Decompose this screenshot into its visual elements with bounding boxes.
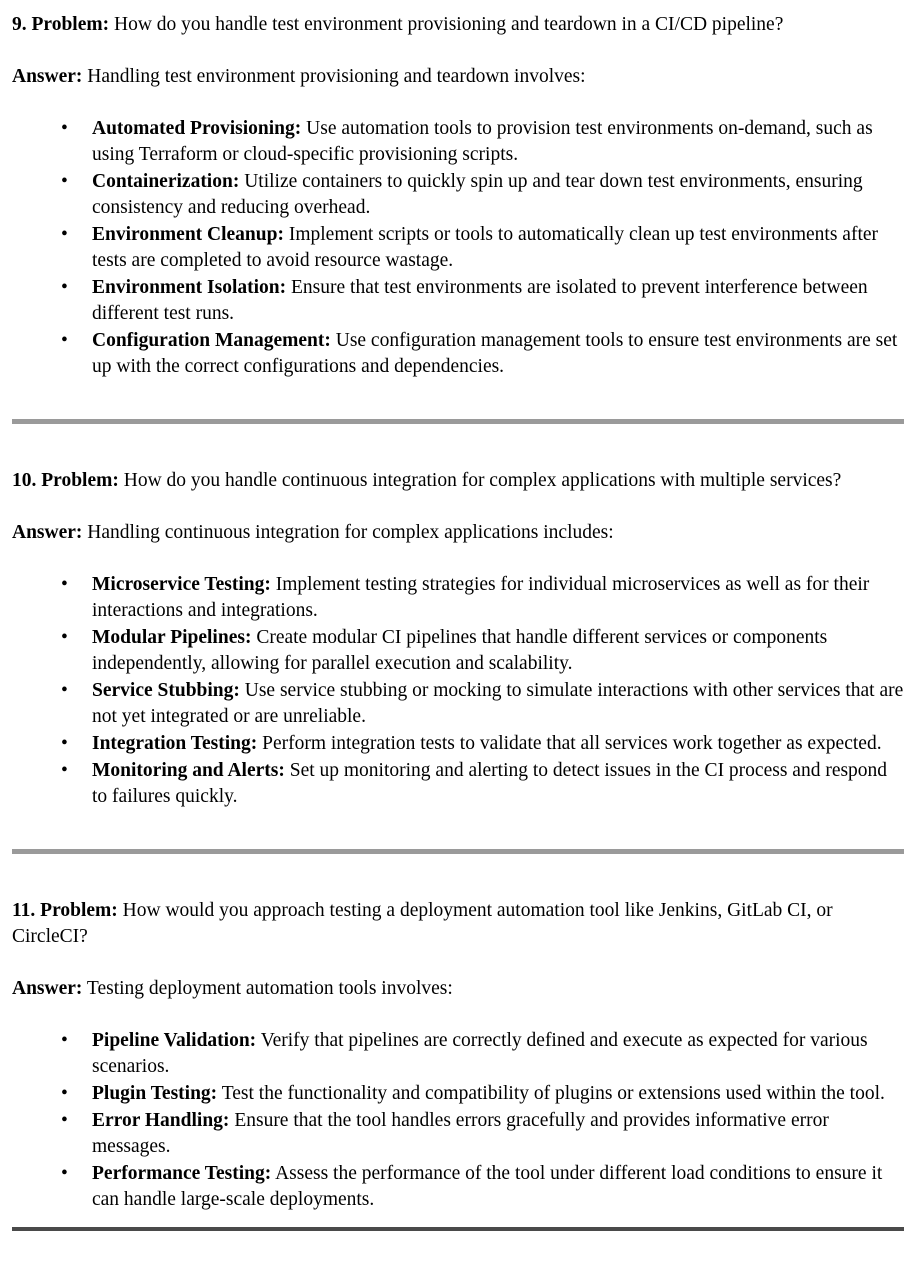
- problem-paragraph: [12, 898, 904, 950]
- qa-section-9: [12, 12, 904, 380]
- problem-label: 9. Problem:: [12, 14, 110, 35]
- answer-paragraph: [12, 520, 904, 546]
- bullet-term: Environment Cleanup:: [92, 224, 284, 245]
- bullet-term: Service Stubbing:: [92, 680, 240, 701]
- bullet-list: [12, 1028, 904, 1213]
- bullet-term: Performance Testing:: [92, 1163, 272, 1184]
- bullet-text: Perform integration tests to validate that all services work together as expected.: [257, 733, 882, 754]
- list-item: [92, 625, 904, 677]
- list-item: [92, 731, 904, 757]
- bullet-text: Create modular CI pipelines that handle different services or components independently, allowing for parallel execution and scalability.: [92, 627, 828, 674]
- answer-label: Answer:: [12, 978, 83, 999]
- bullet-list: [12, 572, 904, 810]
- list-item: [92, 1028, 904, 1080]
- section-divider: [12, 1227, 904, 1231]
- list-item: [92, 1161, 904, 1213]
- bullet-text: Utilize containers to quickly spin up and tear down test environments, ensuring consistency and reducing overhead.: [92, 171, 863, 218]
- section-divider: [12, 849, 904, 854]
- problem-label: 11. Problem:: [12, 900, 118, 921]
- bullet-term: Modular Pipelines:: [92, 627, 252, 648]
- list-item: [92, 116, 904, 168]
- bullet-text: Implement scripts or tools to automatically clean up test environments after tests are completed to avoid resource wastage.: [92, 224, 879, 271]
- bullet-text: Assess the performance of the tool under different load conditions to ensure it can handle large-scale deployments.: [92, 1163, 883, 1210]
- answer-paragraph: [12, 976, 904, 1002]
- list-item: [92, 169, 904, 221]
- list-item: [92, 758, 904, 810]
- list-item: [92, 222, 904, 274]
- bullet-term: Error Handling:: [92, 1110, 230, 1131]
- bullet-term: Configuration Management:: [92, 330, 331, 351]
- answer-text: Handling test environment provisioning and teardown involves:: [82, 66, 586, 87]
- list-item: [92, 678, 904, 730]
- problem-label: 10. Problem:: [12, 470, 119, 491]
- bullet-text: Test the functionality and compatibility of plugins or extensions used within the tool.: [217, 1083, 885, 1104]
- list-item: [92, 1108, 904, 1160]
- answer-label: Answer:: [12, 522, 83, 543]
- answer-text: Handling continuous integration for complex applications includes:: [82, 522, 614, 543]
- answer-paragraph: [12, 64, 904, 90]
- qa-section-10: [12, 468, 904, 810]
- list-item: [92, 1081, 904, 1107]
- bullet-text: Use automation tools to provision test environments on-demand, such as using Terraform or cloud-specific provisioning scripts.: [92, 118, 873, 165]
- bullet-term: Integration Testing:: [92, 733, 258, 754]
- qa-section-11: [12, 898, 904, 1213]
- problem-paragraph: [12, 468, 904, 494]
- bullet-term: Environment Isolation:: [92, 277, 287, 298]
- list-item: [92, 275, 904, 327]
- bullet-term: Containerization:: [92, 171, 240, 192]
- problem-text: How would you approach testing a deployment automation tool like Jenkins, GitLab CI, or CircleCI?: [12, 900, 833, 947]
- problem-paragraph: [12, 12, 904, 38]
- answer-text: Testing deployment automation tools involves:: [82, 978, 453, 999]
- bullet-term: Pipeline Validation:: [92, 1030, 257, 1051]
- bullet-text: Use service stubbing or mocking to simulate interactions with other services that are not yet integrated or are unreliable.: [92, 680, 904, 727]
- bullet-list: [12, 116, 904, 380]
- bullet-text: Ensure that the tool handles errors gracefully and provides informative error messages.: [92, 1110, 829, 1157]
- bullet-term: Plugin Testing:: [92, 1083, 218, 1104]
- bullet-text: Set up monitoring and alerting to detect issues in the CI process and respond to failures quickly.: [92, 760, 888, 807]
- bullet-text: Implement testing strategies for individual microservices as well as for their interactions and integrations.: [92, 574, 870, 621]
- list-item: [92, 572, 904, 624]
- bullet-text: Use configuration management tools to ensure test environments are set up with the correct configurations and dependencies.: [92, 330, 898, 377]
- bullet-text: Verify that pipelines are correctly defined and execute as expected for various scenarios.: [92, 1030, 868, 1077]
- list-item: [92, 328, 904, 380]
- bullet-term: Monitoring and Alerts:: [92, 760, 285, 781]
- bullet-text: Ensure that test environments are isolated to prevent interference between different test runs.: [92, 277, 868, 324]
- problem-text: How do you handle continuous integration for complex applications with multiple services?: [118, 470, 842, 491]
- answer-label: Answer:: [12, 66, 83, 87]
- section-divider: [12, 419, 904, 424]
- problem-text: How do you handle test environment provisioning and teardown in a CI/CD pipeline?: [109, 14, 784, 35]
- bullet-term: Automated Provisioning:: [92, 118, 302, 139]
- bullet-term: Microservice Testing:: [92, 574, 271, 595]
